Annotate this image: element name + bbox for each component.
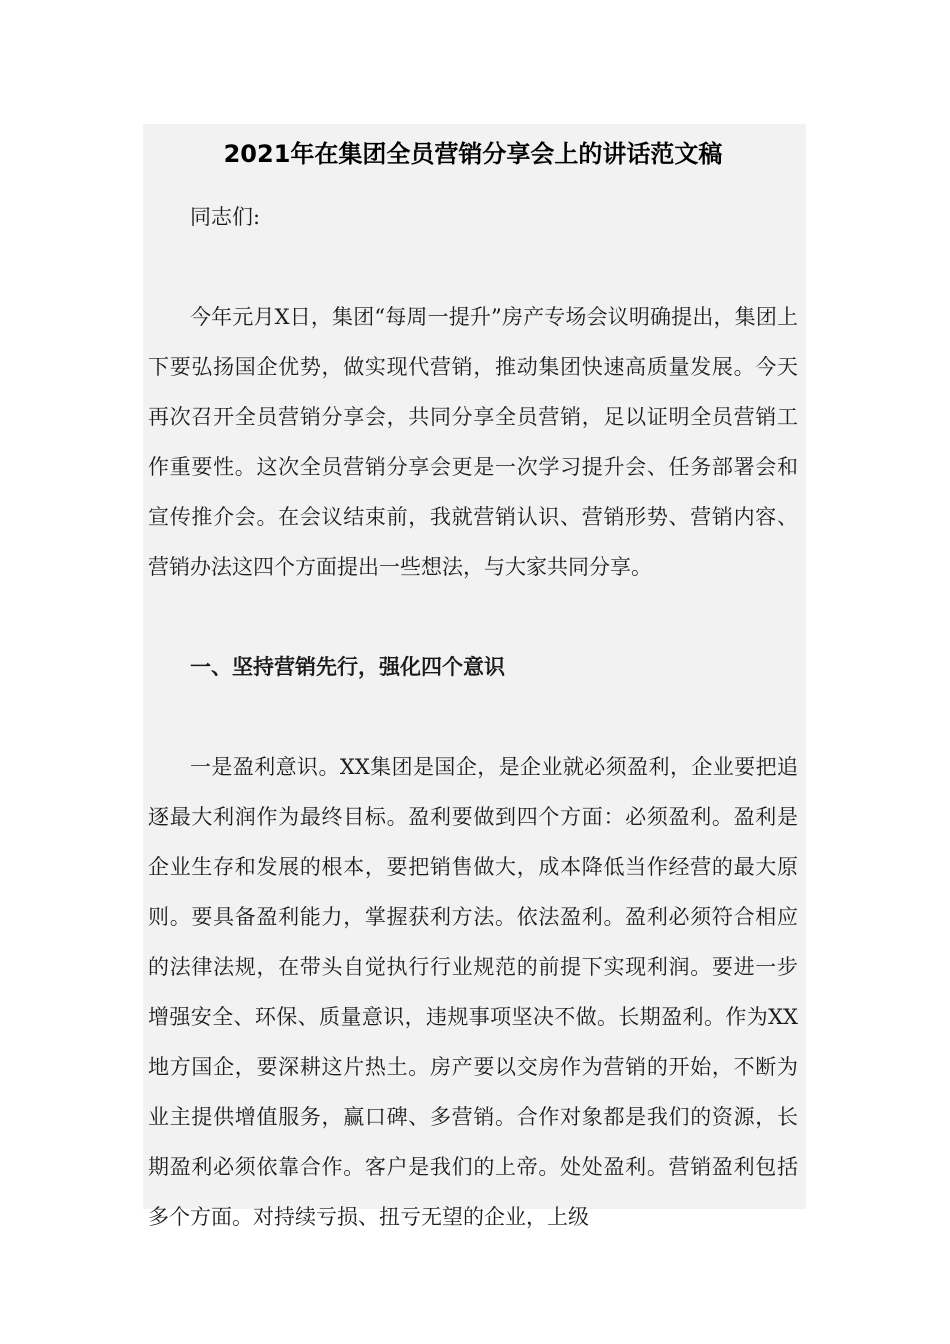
document-title: 2021年在集团全员营销分享会上的讲话范文稿 [223, 140, 723, 168]
greeting: 同志们: [190, 205, 261, 229]
section-heading: 一、坚持营销先行，强化四个意识 [190, 654, 505, 679]
paragraph-spacer [148, 692, 798, 742]
paragraph-spacer [148, 592, 798, 642]
intro-paragraph: 今年元月X日，集团“每周一提升”房产专场会议明确提出，集团上下要弘扬国企优势，做实现代营销，推动集团快速高质量发展。今天再次召开全员营销分享会，共同分享全员营销，足以证明全员营销工作重要性。这次全员营销分享会更是一次学习提升会、任务部署会和宣传推介会。在会议结束前，我就营销认识、营销形势、营销内容、营销办法这四个方面提出一些想法，与大家共同分享。 [148, 305, 798, 579]
document-page [143, 124, 806, 1229]
paragraph-spacer [148, 242, 798, 292]
body-paragraph: 一是盈利意识。XX集团是国企，是企业就必须盈利，企业要把追逐最大利润作为最终目标。盈利要做到四个方面：必须盈利。盈利是企业生存和发展的根本，要把销售做大，成本降低当作经营的最大原则。要具备盈利能力，掌握获利方法。依法盈利。盈利必须符合相应的法律法规，在带头自觉执行行业规范的前提下实现利润。要进一步增强安全、环保、质量意识，违规事项坚决不做。长期盈利。作为XX地方国企，要深耕这片热土。房产要以交房作为营销的开始，不断为业主提供增值服务，赢口碑、多营销。合作对象都是我们的资源，长期盈利必须依靠合作。客户是我们的上帝。处处盈利。营销盈利包括多个方面。对持续亏损、扭亏无望的企业，上级 [148, 755, 798, 1229]
